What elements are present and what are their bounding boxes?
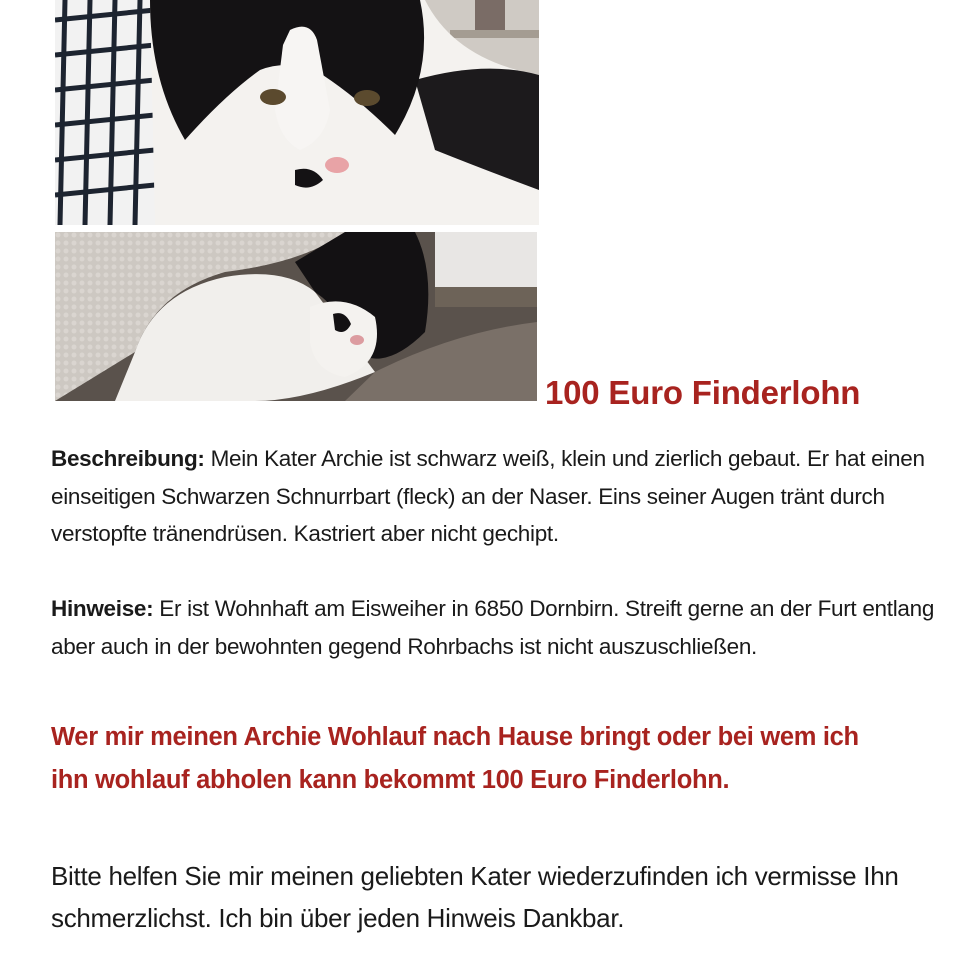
description-text: Mein Kater Archie ist schwarz weiß, klein und zierlich gebaut. Er hat einen einseitigen Schwarzen Schnurrbart (fleck) an der Naser. Eins seiner Augen tränt durch verstopfte tränendrüsen. Kastriert aber nicht gechipt. <box>51 446 925 546</box>
cat-sleeping-image <box>55 232 537 401</box>
closing-plea: Bitte helfen Sie mir meinen geliebten Kater wiederzufinden ich vermisse Ihn schmerzlichst. Ich bin über jeden Hinweis Dankbar. <box>51 861 899 933</box>
description-label: Beschreibung: <box>51 446 205 471</box>
hints-text: Er ist Wohnhaft am Eisweiher in 6850 Dornbirn. Streift gerne an der Furt entlang aber auch in der bewohnten gegend Rohrbachs ist nicht auszuschließen. <box>51 596 935 659</box>
cat-photo-sleeping <box>55 232 537 401</box>
reward-statement: Wer mir meinen Archie Wohlauf nach Hause bringt oder bei wem ich ihn wohlauf abholen kann bekommt 100 Euro Finderlohn. <box>51 723 859 794</box>
reward-heading: 100 Euro Finderlohn <box>545 374 861 411</box>
hints-label: Hinweise: <box>51 596 154 621</box>
description-paragraph <box>51 440 941 553</box>
cat-closeup-image <box>55 0 539 225</box>
hints-paragraph <box>51 590 941 665</box>
cat-photo-closeup <box>55 0 539 225</box>
